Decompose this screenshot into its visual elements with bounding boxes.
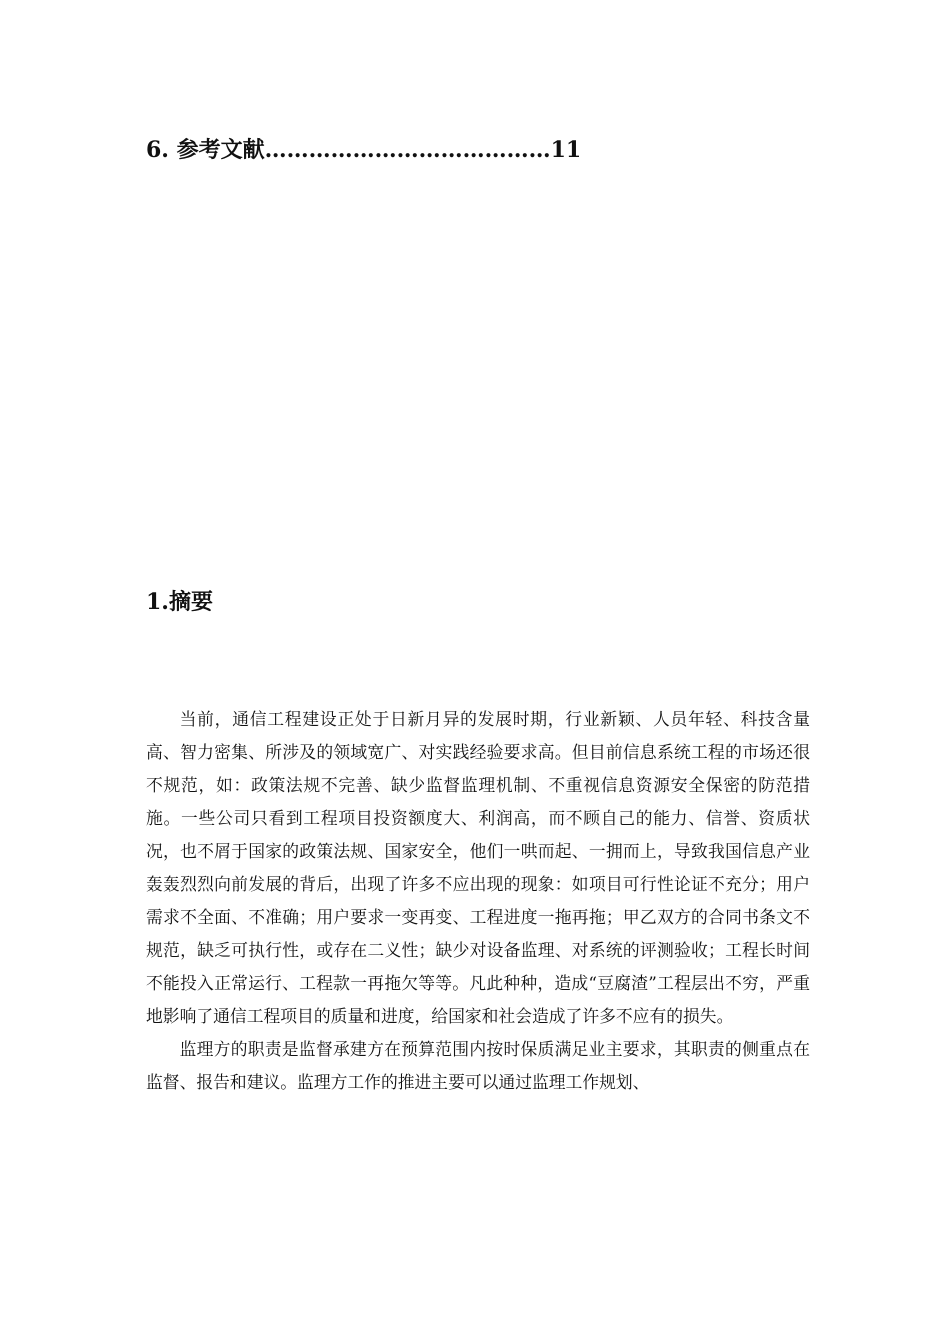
abstract-body [146, 703, 810, 1099]
section-heading-abstract: 1.摘要 [146, 589, 213, 615]
abstract-paragraph: 当前，通信工程建设正处于日新月异的发展时期，行业新颖、人员年轻、科技含量高、智力密集、所涉及的领域宽广、对实践经验要求高。但目前信息系统工程的市场还很不规范，如：政策法规不完善、缺少监督监理机制、不重视信息资源安全保密的防范措施。一些公司只看到工程项目投资额度大、利润高，而不顾自己的能力、信誉、资质状况，也不屑于国家的政策法规、国家安全，他们一哄而起、一拥而上，导致我国信息产业轰轰烈烈向前发展的背后，出现了许多不应出现的现象：如项目可行性论证不充分；用户需求不全面、不准确；用户要求一变再变、工程进度一拖再拖；甲乙双方的合同书条文不规范，缺乏可执行性，或存在二义性；缺少对设备监理、对系统的评测验收；工程长时间不能投入正常运行、工程款一再拖欠等等。凡此种种，造成“豆腐渣”工程层出不穷，严重地影响了通信工程项目的质量和进度，给国家和社会造成了许多不应有的损失。 [146, 709, 810, 1026]
toc-entry-references[interactable]: 6. 参考文献…………………………………11 [146, 137, 582, 163]
abstract-paragraph: 监理方的职责是监督承建方在预算范围内按时保质满足业主要求，其职责的侧重点在监督、报告和建议。监理方工作的推进主要可以通过监理工作规划、 [146, 1039, 810, 1092]
